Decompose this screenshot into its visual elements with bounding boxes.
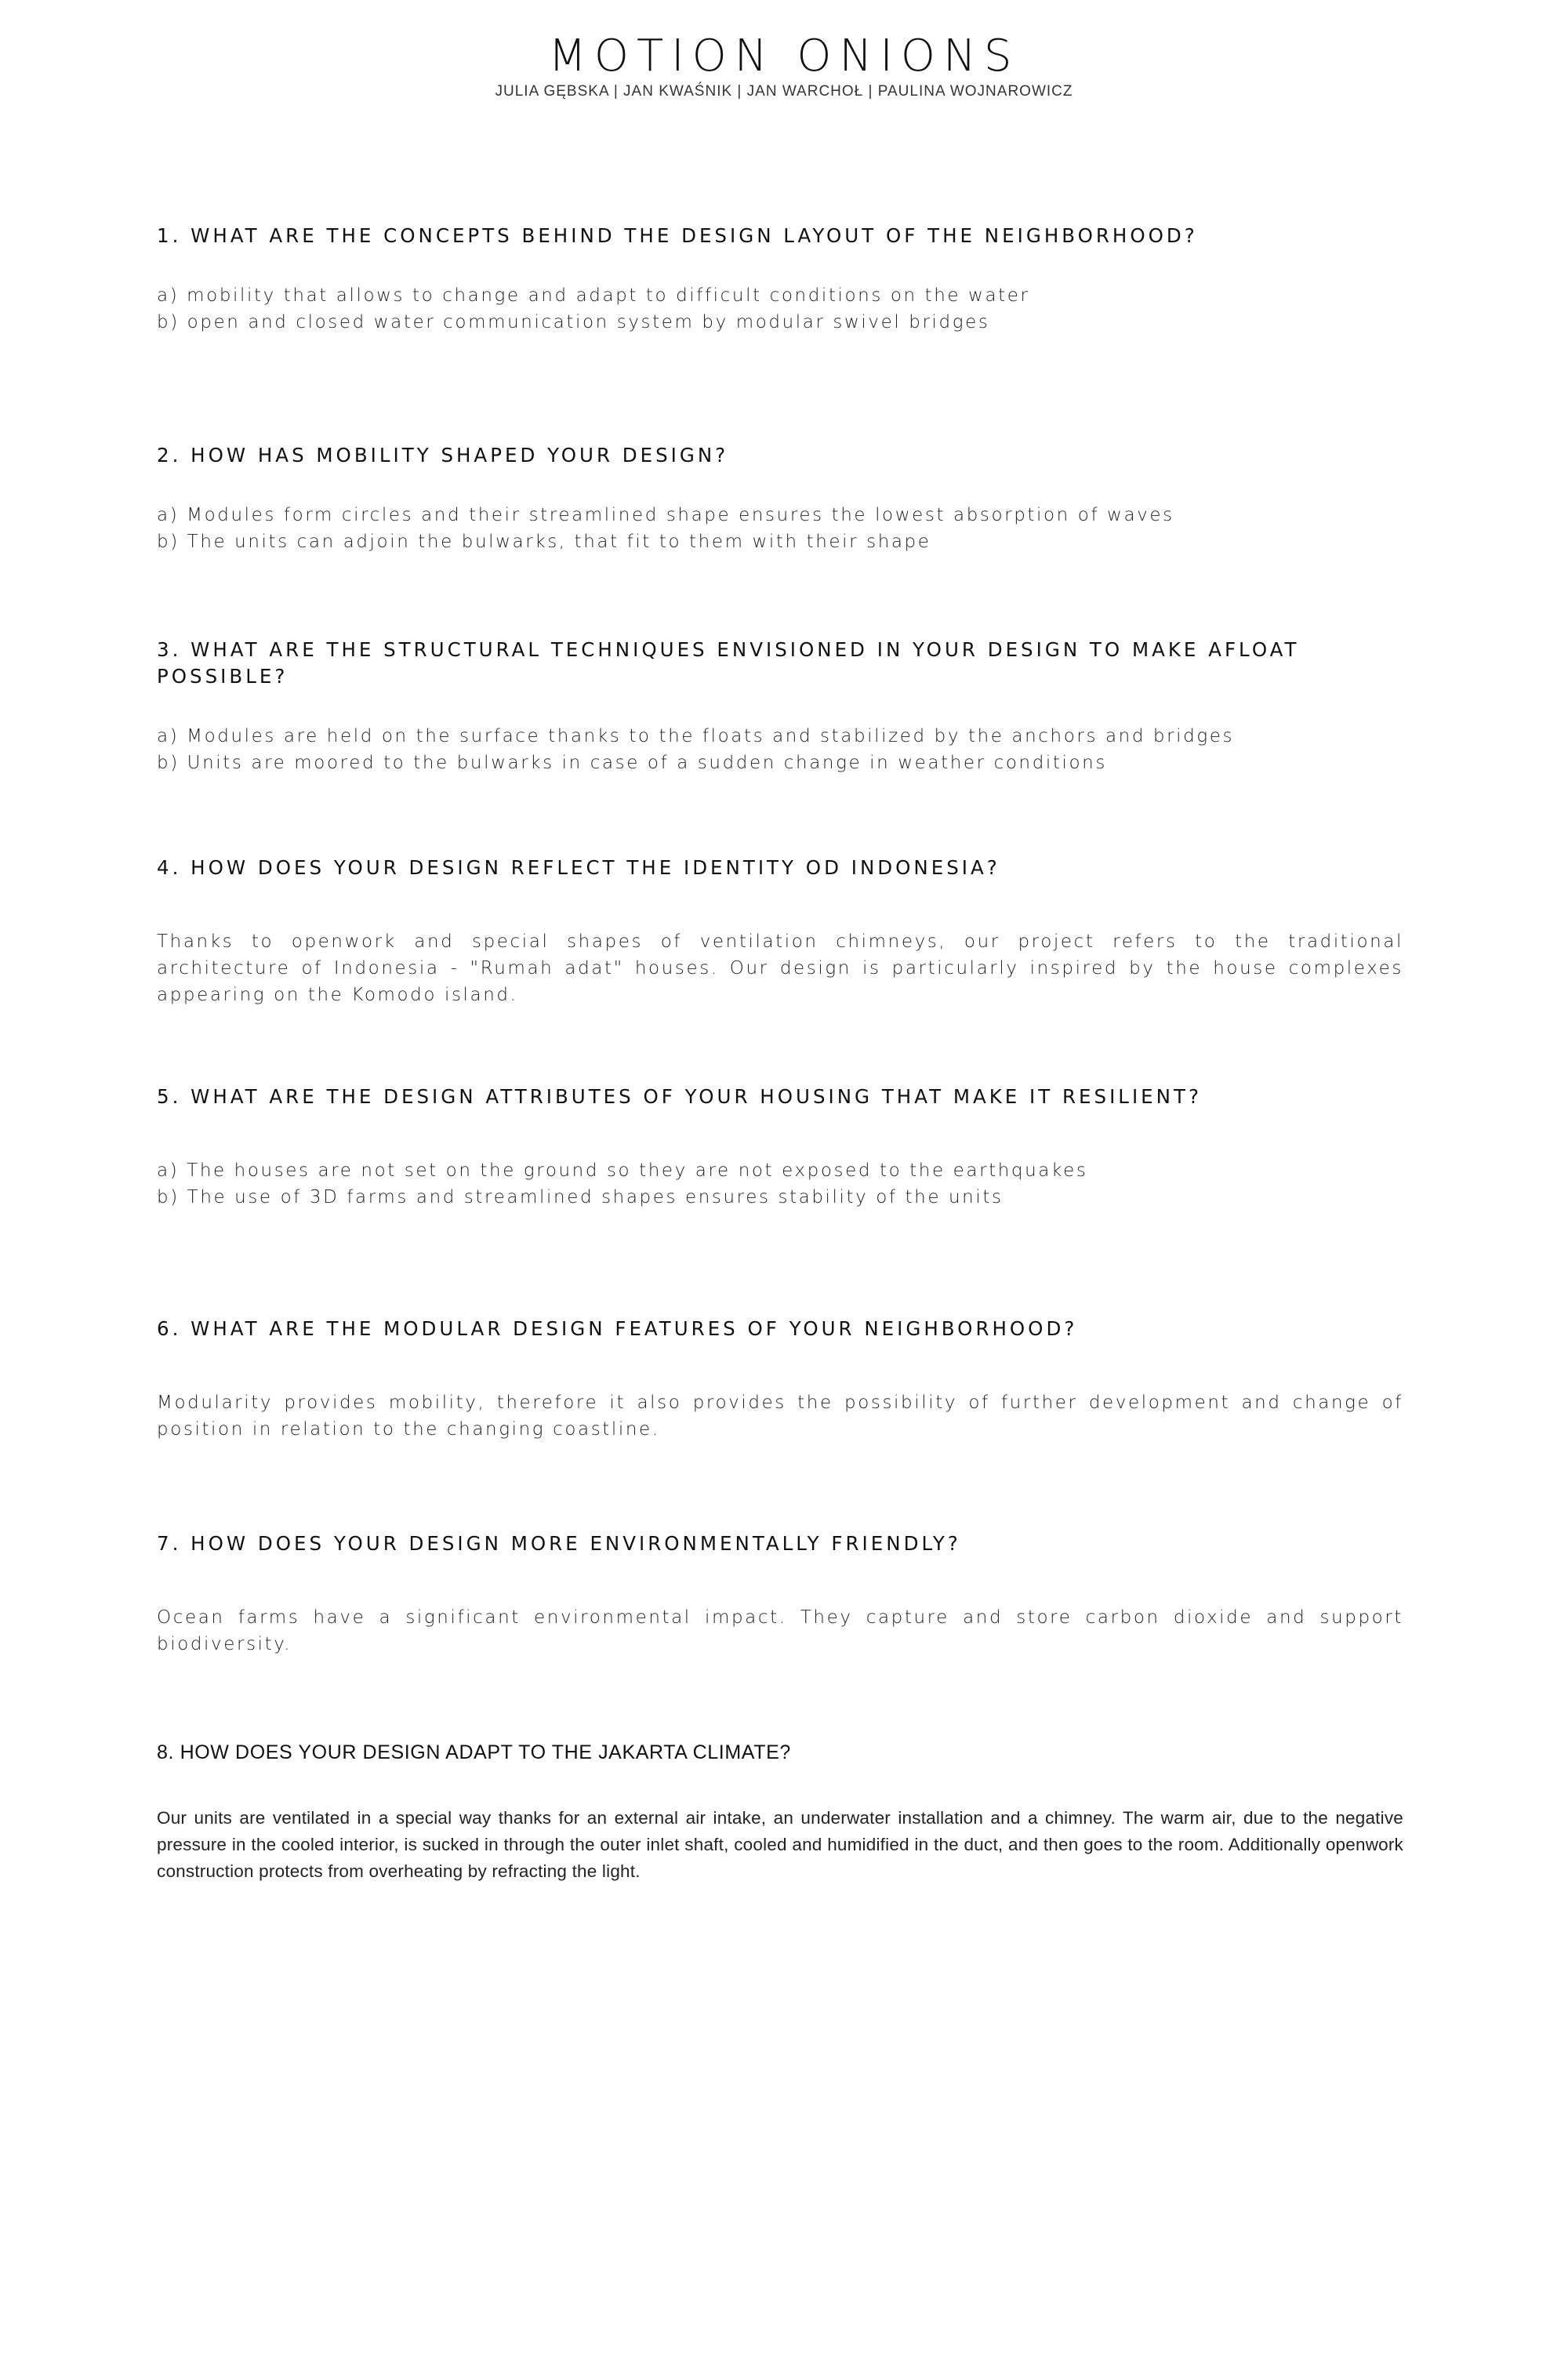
question-heading: 6. WHAT ARE THE MODULAR DESIGN FEATURES OF YOUR NEIGHBORHOOD? [157,1317,1078,1340]
page-title: MOTION ONIONS [548,31,1020,82]
answer-block [157,723,1403,776]
answer-paragraph: Modularity provides mobility, therefore it also provides the possibility of further development and change of position in relation to the changing coastline. [157,1393,1403,1440]
answer-paragraph: Thanks to openwork and special shapes of ventilation chimneys, our project refers to the traditional architecture of Indonesia - "Rumah adat" houses. Our design is particularly inspired by the house complexes appearing on the Komodo island. [157,931,1403,1005]
question-section-7 [157,1531,1403,1658]
question-section-6 [157,1316,1403,1443]
answer-paragraph: Ocean farms have a significant environmental impact. They capture and store carbon dioxide and support biodiversity. [157,1607,1403,1654]
authors-line: JULIA GĘBSKA | JAN KWAŚNIK | JAN WARCHOŁ | PAULINA WOJNAROWICZ [495,83,1073,100]
question-heading: 2. HOW HAS MOBILITY SHAPED YOUR DESIGN? [157,444,729,467]
question-heading: 1. WHAT ARE THE CONCEPTS BEHIND THE DESIGN LAYOUT OF THE NEIGHBORHOOD? [157,224,1198,247]
answer-line: b) Units are moored to the bulwarks in case of a sudden change in weather conditions [157,753,1107,773]
answer-line: a) Modules form circles and their streamlined shape ensures the lowest absorption of waves [157,505,1174,525]
question-section-4 [157,855,1403,1008]
answer-paragraph: Our units are ventilated in a special way thanks for an external air intake, an underwater installation and a chimney. The warm air, due to the negative pressure in the cooled interior, is sucked in through the outer inlet shaft, cooled and humidified in the duct, and then goes to the room. Additionally openwork construction protects from overheating by refracting the light. [157,1808,1403,1881]
answer-line: a) mobility that allows to change and adapt to difficult conditions on the water [157,285,1030,306]
answer-line: b) The units can adjoin the bulwarks, that fit to them with their shape [157,532,931,552]
answer-line: b) open and closed water communication system by modular swivel bridges [157,312,990,332]
question-section-2 [157,442,1403,555]
question-heading: 4. HOW DOES YOUR DESIGN REFLECT THE IDENTITY OD INDONESIA? [157,856,1000,879]
answer-block [157,502,1403,555]
answer-block [157,1604,1403,1658]
answer-line: a) Modules are held on the surface thanks to the floats and stabilized by the anchors and bridges [157,726,1235,746]
answer-line: a) The houses are not set on the ground so they are not exposed to the earthquakes [157,1160,1088,1181]
question-heading: 7. HOW DOES YOUR DESIGN MORE ENVIRONMENTALLY FRIENDLY? [157,1532,961,1555]
answer-block [157,282,1403,336]
question-section-3 [157,637,1403,776]
answer-block [157,1389,1403,1443]
question-heading: 8. HOW DOES YOUR DESIGN ADAPT TO THE JAKARTA CLIMATE? [157,1741,791,1763]
question-section-8 [157,1739,1403,1885]
answer-block [157,928,1403,1008]
answer-block [157,1805,1403,1885]
question-heading: 3. WHAT ARE THE STRUCTURAL TECHNIQUES ENVISIONED IN YOUR DESIGN TO MAKE AFLOAT POSSIBLE? [157,638,1300,688]
answer-block [157,1157,1403,1211]
question-heading: 5. WHAT ARE THE DESIGN ATTRIBUTES OF YOUR HOUSING THAT MAKE IT RESILIENT? [157,1085,1202,1108]
question-section-1 [157,223,1403,336]
question-section-5 [157,1084,1403,1211]
answer-line: b) The use of 3D farms and streamlined shapes ensures stability of the units [157,1187,1004,1207]
